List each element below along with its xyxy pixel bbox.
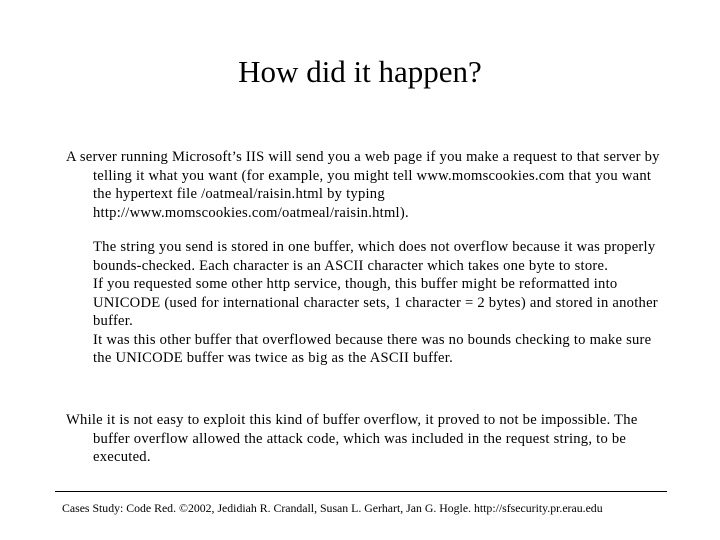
- slide-title: How did it happen?: [238, 54, 482, 89]
- body-block-conclusion: [66, 411, 666, 467]
- paragraph-exploit: While it is not easy to exploit this kind of buffer overflow, it proved to not be impossible. The buffer overflow allowed the attack code, which was included in the request string, to be executed.: [66, 412, 638, 465]
- body-block-details: [66, 238, 666, 368]
- paragraph-iis-request: A server running Microsoft’s IIS will send you a web page if you make a request to that server by telling it what you want (for example, you might tell www.momscookies.com that you want the hypertext file /oatmeal/raisin.html by typing http://www.momscookies.com/oatmeal/raisin.html).: [66, 149, 660, 221]
- sub-point-ascii-buffer: The string you send is stored in one buffer, which does not overflow because it was properly bounds-checked. Each character is an ASCII character which takes one byte to store.: [93, 239, 656, 274]
- body-block-intro: [66, 148, 666, 222]
- footer-citation: Cases Study: Code Red. ©2002, Jedidiah R. Crandall, Susan L. Gerhart, Jan G. Hogle. http://sfsecurity.pr.erau.edu: [62, 501, 603, 515]
- sub-point-unicode-reformat: If you requested some other http service, though, this buffer might be reformatted into UNICODE (used for international character sets, 1 character = 2 bytes) and stored in another buffer.: [93, 276, 658, 329]
- sub-point-overflow-cause: It was this other buffer that overflowed because there was no bounds checking to make sure the UNICODE buffer was twice as big as the ASCII buffer.: [93, 331, 652, 366]
- footer-divider: [55, 491, 667, 492]
